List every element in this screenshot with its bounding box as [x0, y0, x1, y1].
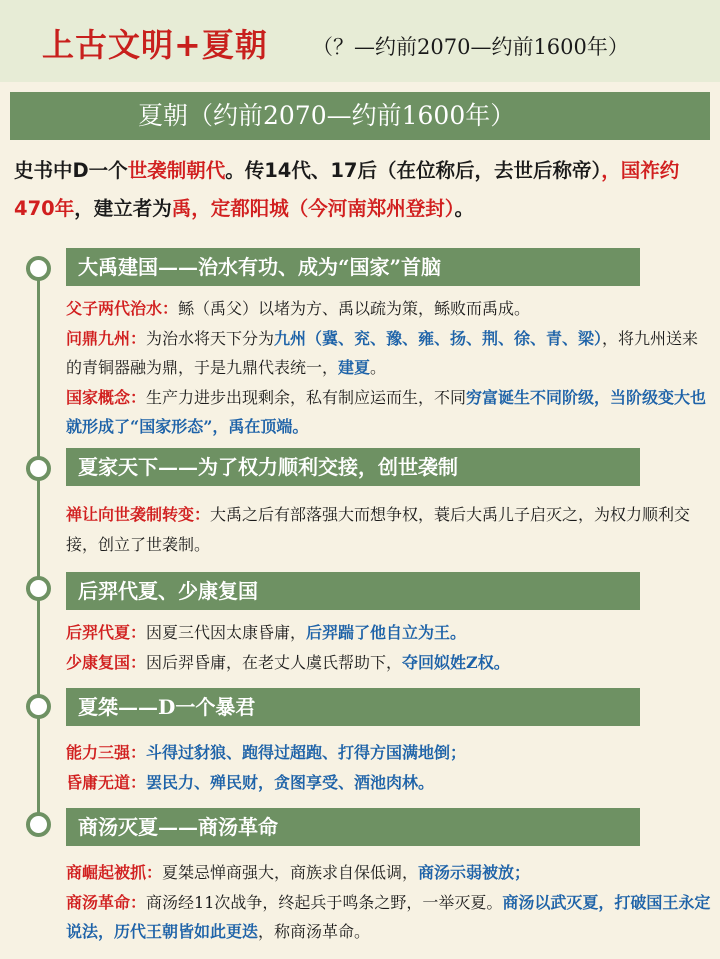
intro-text-2: 。传14代、17后（在位称后，去世后称帝） — [225, 159, 602, 182]
item-text: ，将九州送来的青铜器融为鼎，于是九鼎代表统一， — [66, 328, 699, 377]
section-2-item-1 — [66, 500, 714, 559]
section-5-heading: 商汤灭夏——商汤革命 — [66, 808, 640, 846]
section-4-item-1 — [66, 738, 714, 768]
item-key: 后羿代夏： — [66, 623, 147, 642]
item-highlight: 罢民力、殚民财，贪图享受、酒池肉林。 — [146, 772, 435, 792]
section-1-item-2 — [66, 324, 714, 383]
intro-paragraph — [14, 152, 714, 228]
section-4-item-2 — [66, 768, 714, 798]
timeline-node-1 — [26, 256, 51, 281]
item-text: 生产力进步出现剩余，私有制应运而生，不同 — [146, 387, 467, 407]
item-text: ，称商汤革命。 — [258, 922, 371, 941]
intro-highlight-2: ，国祚约470年 — [14, 159, 680, 220]
item-highlight: 穷富诞生不同阶级，当阶级变大也就形成了“国家形态”，禹在顶端。 — [66, 387, 707, 436]
item-key: 问鼎九州： — [66, 328, 147, 348]
item-text: 大禹之后有部落强大而想争权，蓑后大禹儿子启灭之，为权力顺利交接，创立了世袭制。 — [66, 505, 691, 554]
item-key: 商崛起被抓： — [66, 863, 163, 882]
section-5-item-1 — [66, 858, 714, 888]
section-5-body — [66, 858, 714, 947]
item-highlight: 九州（冀、兖、豫、雍、扬、荆、徐、青、梁） — [274, 328, 603, 348]
item-key: 昏庸无道： — [66, 772, 147, 792]
timeline-node-5 — [26, 812, 51, 837]
item-key: 少康复国： — [66, 652, 147, 672]
section-3-heading: 后羿代夏、少康复国 — [66, 572, 640, 610]
item-text: 商汤经11次战争，终起兵于鸣条之野，一举灭夏。 — [146, 892, 503, 912]
section-3-body — [66, 618, 714, 677]
item-text: 因后羿昏庸，在老丈人虞氏帮助下， — [146, 652, 403, 672]
intro-text-1: 史书中D一个 — [14, 159, 128, 182]
timeline-line — [37, 266, 40, 826]
timeline-node-2 — [26, 456, 51, 481]
section-1-item-1 — [66, 294, 714, 324]
intro-text-4: 。 — [454, 197, 475, 220]
item-key: 禅让向世袭制转变： — [66, 505, 211, 524]
section-4-heading: 夏桀——D一个暴君 — [66, 688, 640, 726]
section-1-item-3 — [66, 383, 714, 442]
intro-highlight-4: ，定都阳城（今河南郑州登封） — [191, 197, 455, 220]
item-key: 能力三强： — [66, 743, 147, 762]
header-band — [0, 0, 720, 82]
section-3-item-1 — [66, 618, 714, 648]
intro-highlight-1: 世袭制朝代 — [127, 159, 226, 182]
section-1-body — [66, 294, 714, 442]
item-highlight: 建夏 — [338, 358, 371, 377]
item-key: 商汤革命： — [66, 892, 147, 912]
timeline-node-4 — [26, 694, 51, 719]
item-highlight: 后羿踹了他自立为王。 — [306, 623, 467, 642]
section-3-item-2 — [66, 648, 714, 678]
item-highlight: 商汤以武灭夏，打破国王永定说法，历代王朝皆如此更迭 — [66, 892, 711, 941]
intro-highlight-3: 禹 — [171, 197, 192, 220]
section-1-heading: 大禹建国——治水有功、成为“国家”首脑 — [66, 248, 640, 286]
item-text: 因夏三代因太康昏庸， — [146, 623, 307, 642]
item-key: 父子两代治水： — [66, 299, 179, 318]
section-4-body — [66, 738, 714, 797]
item-text: 鲧（禹父）以堵为方、禹以疏为策，鲧败而禹成。 — [178, 299, 531, 318]
section-5-item-2 — [66, 888, 714, 947]
item-text: 为治水将天下分为 — [146, 328, 275, 348]
item-highlight: 斗得过豺狼、跑得过超跑、打得方国满地倒； — [146, 743, 467, 762]
item-key: 国家概念： — [66, 387, 147, 407]
section-2-heading: 夏家天下——为了权力顺利交接，创世袭制 — [66, 448, 640, 486]
item-highlight: 夺回姒姓Z权。 — [402, 652, 510, 672]
item-text: 。 — [370, 358, 387, 377]
item-highlight: 商汤示弱被放； — [418, 863, 531, 882]
page-title: 上古文明+夏朝 — [42, 26, 268, 64]
timeline-node-3 — [26, 576, 51, 601]
item-text: 夏桀忌惮商强大，商族求自保低调， — [162, 863, 419, 882]
page-subtitle: （？—约前2070—约前1600年） — [312, 35, 629, 59]
dynasty-banner: 夏朝（约前2070—约前1600年） — [10, 92, 710, 140]
intro-text-3: ，建立者为 — [74, 197, 172, 220]
section-2-body — [66, 500, 714, 559]
